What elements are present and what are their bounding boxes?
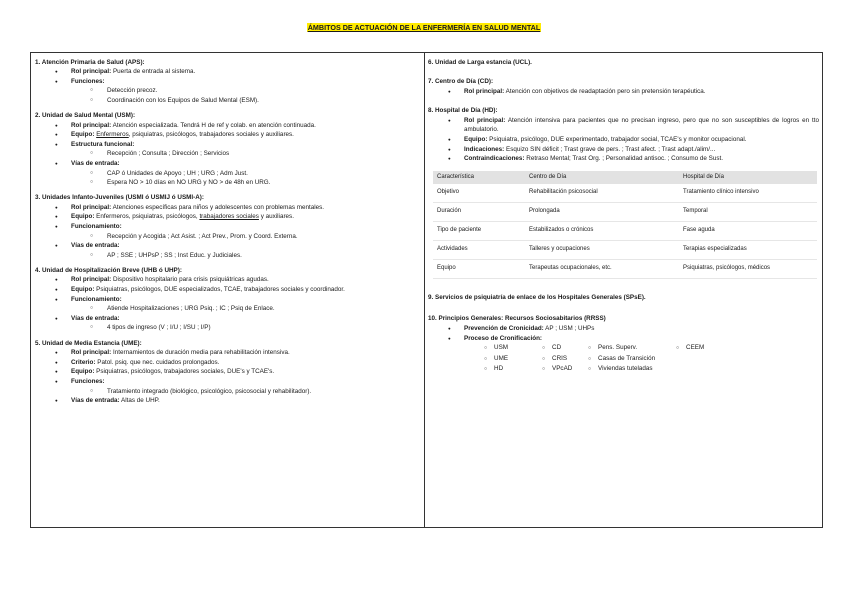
list-item: ● Rol principal: Atención especializada. Tendrá H de ref y colab. en atención continuada.	[35, 121, 420, 131]
sub-list-item: ○ Recepción y Acogida ; Act Asist. ; Act Prev., Prom. y Coord. Externa.	[35, 232, 420, 242]
table-row	[433, 240, 817, 259]
table-cell: Estabilizados o crónicos	[525, 221, 679, 240]
list-item: ● Vías de entrada: Altas de UHP.	[35, 396, 420, 406]
section-heading: 1. Atención Primaria de Salud (APS):	[35, 58, 145, 66]
column-header: Hospital de Día	[679, 171, 817, 184]
section-usm	[35, 111, 420, 188]
list-item: ● Vías de entrada:	[35, 314, 420, 324]
list-item: ● Rol principal: Atención con objetivos de readaptación pero sin pretensión terapéutica.	[428, 87, 819, 97]
sub-list-item: ○ Recepción ; Consulta ; Dirección ; Servicios	[35, 149, 420, 159]
section-usmij	[35, 193, 420, 260]
section-heading: 5. Unidad de Media Estancia (UME):	[35, 339, 142, 347]
list-item: ● Contraindicaciones: Retraso Mental; Trast Org. ; Personalidad antisoc. ; Consumo de Sust.	[428, 154, 819, 164]
table-cell: Terapeutas ocupacionales, etc.	[525, 259, 679, 278]
list-item: ● Equipo: Psiquiatras, psicólogos, DUE especializados, TCAE, trabajadores sociales y coordinador.	[35, 285, 420, 295]
list-item: ● Equipo: Enfermeros, psiquiatras, psicólogos, trabajadores sociales y auxiliares.	[35, 130, 420, 140]
document-title: ÁMBITOS DE ACTUACIÓN DE LA ENFERMERÍA EN SALUD MENTAL	[307, 23, 541, 32]
list-item: ● Funcionamiento:	[35, 295, 420, 305]
section-cd	[428, 77, 819, 96]
grid-item: ○ UME	[484, 354, 542, 365]
cronificacion-grid	[428, 343, 819, 375]
right-column	[428, 52, 819, 375]
section-heading: 3. Unidades Infanto-Juveniles (USMI ó USMIJ ó USMI-A):	[35, 194, 204, 202]
table-cell: Tratamiento clínico intensivo	[679, 184, 817, 203]
column-header: Característica	[433, 171, 525, 184]
table-cell: Terapias especializadas	[679, 240, 817, 259]
table-cell: Temporal	[679, 202, 817, 221]
table-cell: Prolongada	[525, 202, 679, 221]
list-item: ● Vías de entrada:	[35, 241, 420, 251]
column-divider	[424, 52, 425, 528]
sub-list-item: ○ Atiende Hospitalizaciones ; URG Psiq. ; IC ; Psiq de Enlace.	[35, 304, 420, 314]
sub-list-item: ○ CAP ó Unidades de Apoyo ; UH ; URG ; Adm Just.	[35, 169, 420, 179]
list-item: ● Indicaciones: Esquizo SIN déficit ; Trast grave de pers. ; Trast afect. ; Trast adapt./alim/...	[428, 145, 819, 155]
table-cell: Actividades	[433, 240, 525, 259]
table-row	[433, 184, 817, 203]
table-cell: Equipo	[433, 259, 525, 278]
sub-list-item: ○ Detección precoz.	[35, 86, 420, 96]
table-cell: Talleres y ocupaciones	[525, 240, 679, 259]
list-item: ● Equipo: Psiquiatras, psicólogos, trabajadores sociales, DUE's y TCAE's.	[35, 367, 420, 377]
list-item: ● Proceso de Cronificación:	[428, 334, 819, 344]
table-cell: Fase aguda	[679, 221, 817, 240]
list-item: ● Funciones:	[35, 77, 420, 87]
table-cell: Tipo de paciente	[433, 221, 525, 240]
section-spse	[428, 293, 819, 303]
list-item: ● Criterio: Patol. psiq. que nec. cuidados prolongados.	[35, 358, 420, 368]
column-header: Centro de Día	[525, 171, 679, 184]
list-item: ● Rol principal: Puerta de entrada al sistema.	[35, 67, 420, 77]
list-item: ● Equipo: Enfermeros, psiquiatras, psicólogos, trabajadores sociales y auxiliares.	[35, 212, 420, 222]
grid-item: ○ Casas de Transición	[588, 354, 676, 365]
list-item: ● Rol principal: Atenciones específicas para niños y adolescentes con problemas mentales.	[35, 203, 420, 213]
section-heading: 4. Unidad de Hospitalización Breve (UHB ó UHP):	[35, 266, 182, 274]
sub-list-item: ○ 4 tipos de ingreso (V ; I/U ; I/SU ; I/P)	[35, 323, 420, 333]
list-item: ● Rol principal: Dispositivo hospitalario para crisis psiquiátricas agudas.	[35, 275, 420, 285]
list-item: ● Rol principal: Atención intensiva para pacientes que no precisan ingreso, pero que no son susceptibles de logros en tto ambulatorio.	[428, 116, 819, 135]
section-heading: 9. Servicios de psiquiatría de enlace de los Hospitales Generales (SPsE).	[428, 293, 646, 301]
grid-item: ○ Viviendas tuteladas	[588, 364, 676, 375]
grid-item: ○ HD	[484, 364, 542, 375]
list-item: ● Rol principal: Internamientos de duración media para rehabilitación intensiva.	[35, 348, 420, 358]
table-cell: Duración	[433, 202, 525, 221]
grid-item: ○ CEEM	[676, 343, 736, 354]
table-row	[433, 202, 817, 221]
sub-list-item: ○ AP ; SSE ; UHPsP ; SS ; Inst Educ. y Judiciales.	[35, 251, 420, 261]
list-item: ● Estructura funcional:	[35, 140, 420, 150]
section-heading: 6. Unidad de Larga estancia (UCL).	[428, 58, 532, 66]
grid-item: ○ USM	[484, 343, 542, 354]
table-cell: Objetivo	[433, 184, 525, 203]
section-hd	[428, 106, 819, 164]
grid-item: ○ CD	[542, 343, 588, 354]
table-cell: Psiquiatras, psicólogos, médicos	[679, 259, 817, 278]
sub-list-item: ○ Espera NO > 10 días en NO URG y NO > de 48h en URG.	[35, 178, 420, 188]
section-uhb	[35, 266, 420, 333]
comparison-table	[433, 171, 817, 279]
table-header-row	[433, 171, 817, 184]
section-heading: 8. Hospital de Día (HD):	[428, 107, 498, 115]
list-item: ● Prevención de Cronicidad: AP ; USM ; UHPs	[428, 324, 819, 334]
list-item: ● Equipo: Psiquiatra, psicólogo, DUE experimentado, trabajador social, TCAE's y monitor ocupacional.	[428, 135, 819, 145]
section-rrss	[428, 314, 819, 375]
grid-item: ○ VPcAD	[542, 364, 588, 375]
table-cell: Rehabilitación psicosocial	[525, 184, 679, 203]
sub-list-item: ○ Coordinación con los Equipos de Salud Mental (ESM).	[35, 96, 420, 106]
list-item: ● Vías de entrada:	[35, 159, 420, 169]
list-item: ● Funciones:	[35, 377, 420, 387]
section-aps	[35, 58, 420, 106]
table-row	[433, 259, 817, 278]
list-item: ● Funcionamiento:	[35, 222, 420, 232]
left-column	[35, 52, 420, 406]
grid-item: ○ CRIS	[542, 354, 588, 365]
section-heading: 7. Centro de Día (CD):	[428, 78, 494, 86]
grid-item: ○ Pens. Superv.	[588, 343, 676, 354]
section-heading: 2. Unidad de Salud Mental (USM):	[35, 111, 136, 119]
section-heading: 10. Principios Generales: Recursos Sociosabitarios (RRSS)	[428, 315, 606, 323]
sub-list-item: ○ Tratamiento integrado (biológico, psicológico, psicosocial y rehabilitador).	[35, 387, 420, 397]
section-ucl	[428, 58, 819, 68]
table-row	[433, 221, 817, 240]
section-ume	[35, 339, 420, 406]
